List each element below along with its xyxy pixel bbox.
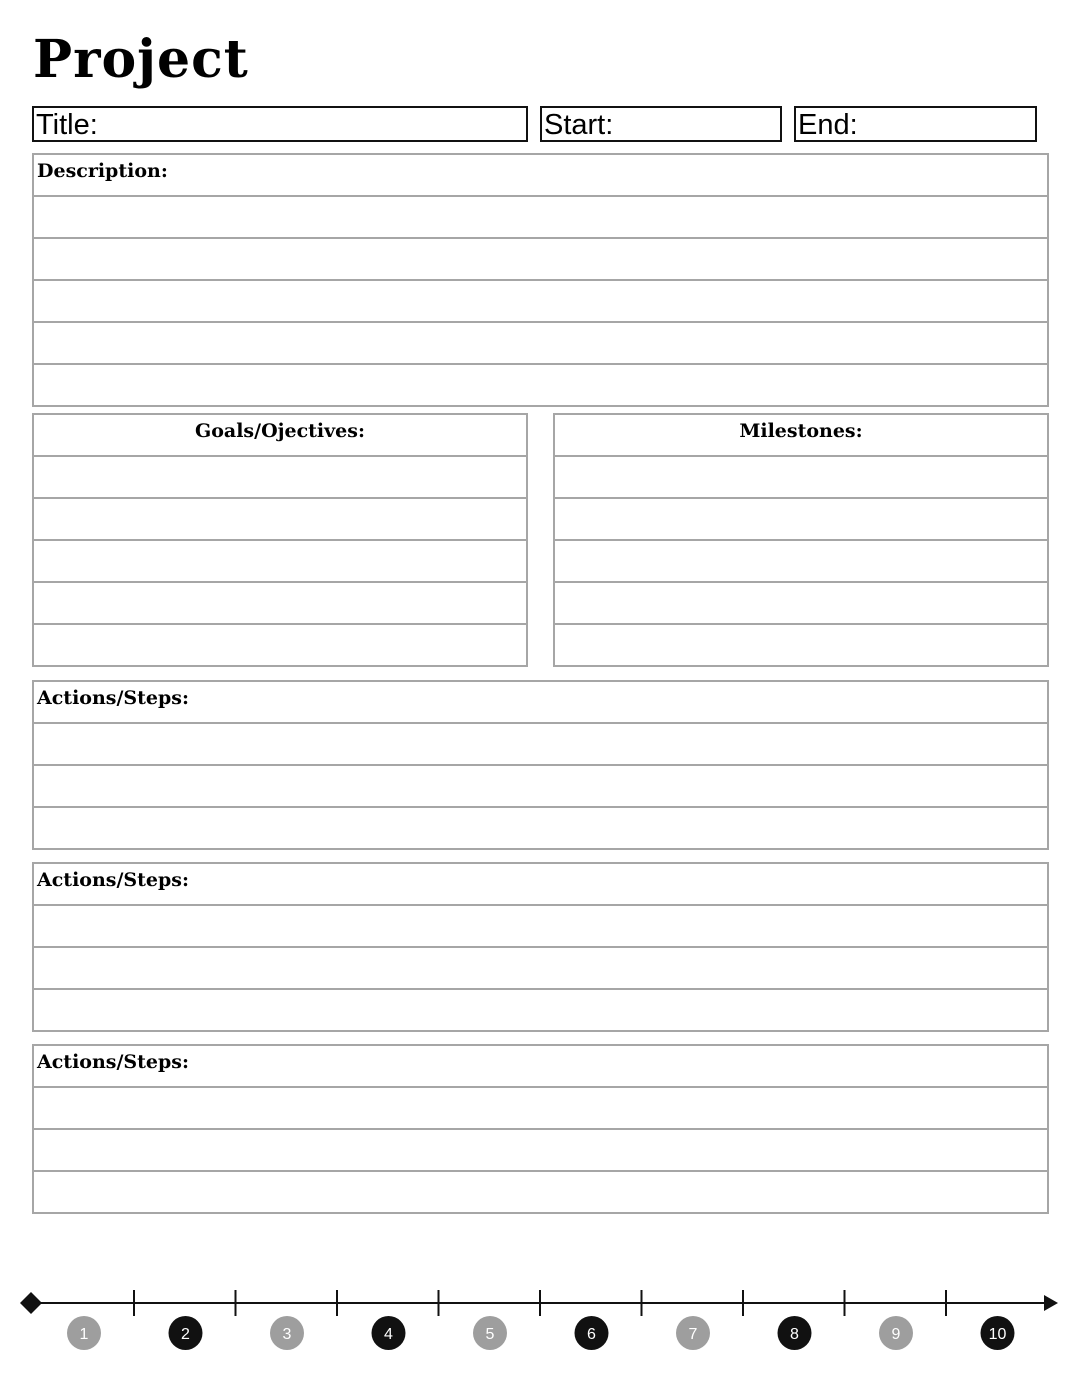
actions-header-1: Actions/Steps: [34,682,1047,724]
actions-line[interactable] [34,1088,1047,1130]
title-field[interactable] [32,106,528,142]
description-line[interactable] [34,323,1047,365]
actions-line[interactable] [34,1130,1047,1172]
timeline-step-label: 10 [988,1326,1007,1343]
description-line[interactable] [34,281,1047,323]
start-label: Start: [544,109,614,141]
milestones-line[interactable] [555,541,1047,583]
timeline-step-label: 8 [790,1326,799,1343]
timeline-step-label: 9 [891,1326,901,1343]
actions-line[interactable] [34,766,1047,808]
timeline [0,1280,1080,1360]
milestones-line[interactable] [555,625,1047,667]
milestones-line[interactable] [555,499,1047,541]
goals-line[interactable] [34,457,526,499]
actions-section-2 [32,862,1049,1032]
actions-line[interactable] [34,990,1047,1032]
timeline-step-label: 1 [79,1326,89,1343]
goals-section [32,413,528,667]
timeline-step-label: 4 [384,1326,393,1343]
goals-line[interactable] [34,625,526,667]
timeline-arrow-icon [1044,1295,1058,1311]
goals-line[interactable] [34,583,526,625]
timeline-step-label: 2 [181,1326,190,1343]
milestones-line[interactable] [555,583,1047,625]
goals-line[interactable] [34,499,526,541]
actions-line[interactable] [34,906,1047,948]
end-field[interactable] [794,106,1037,142]
actions-line[interactable] [34,1172,1047,1214]
actions-header-3: Actions/Steps: [34,1046,1047,1088]
actions-line[interactable] [34,724,1047,766]
timeline-step-label: 5 [485,1326,495,1343]
goals-header: Goals/Ojectives: [34,415,526,457]
timeline-step-label: 3 [282,1326,292,1343]
timeline-step-label: 6 [587,1326,596,1343]
actions-section-1 [32,680,1049,850]
start-field[interactable] [540,106,782,142]
description-section [32,153,1049,407]
title-label: Title: [36,109,98,141]
goals-line[interactable] [34,541,526,583]
end-label: End: [798,109,858,141]
description-line[interactable] [34,365,1047,407]
timeline-step-label: 7 [688,1326,698,1343]
actions-header-2: Actions/Steps: [34,864,1047,906]
actions-section-3 [32,1044,1049,1214]
description-line[interactable] [34,239,1047,281]
milestones-header: Milestones: [555,415,1047,457]
description-header: Description: [34,155,1047,197]
timeline-start-diamond-icon [20,1292,42,1314]
description-line[interactable] [34,197,1047,239]
milestones-section [553,413,1049,667]
actions-line[interactable] [34,948,1047,990]
actions-line[interactable] [34,808,1047,850]
page-title: Project [33,29,249,90]
milestones-line[interactable] [555,457,1047,499]
